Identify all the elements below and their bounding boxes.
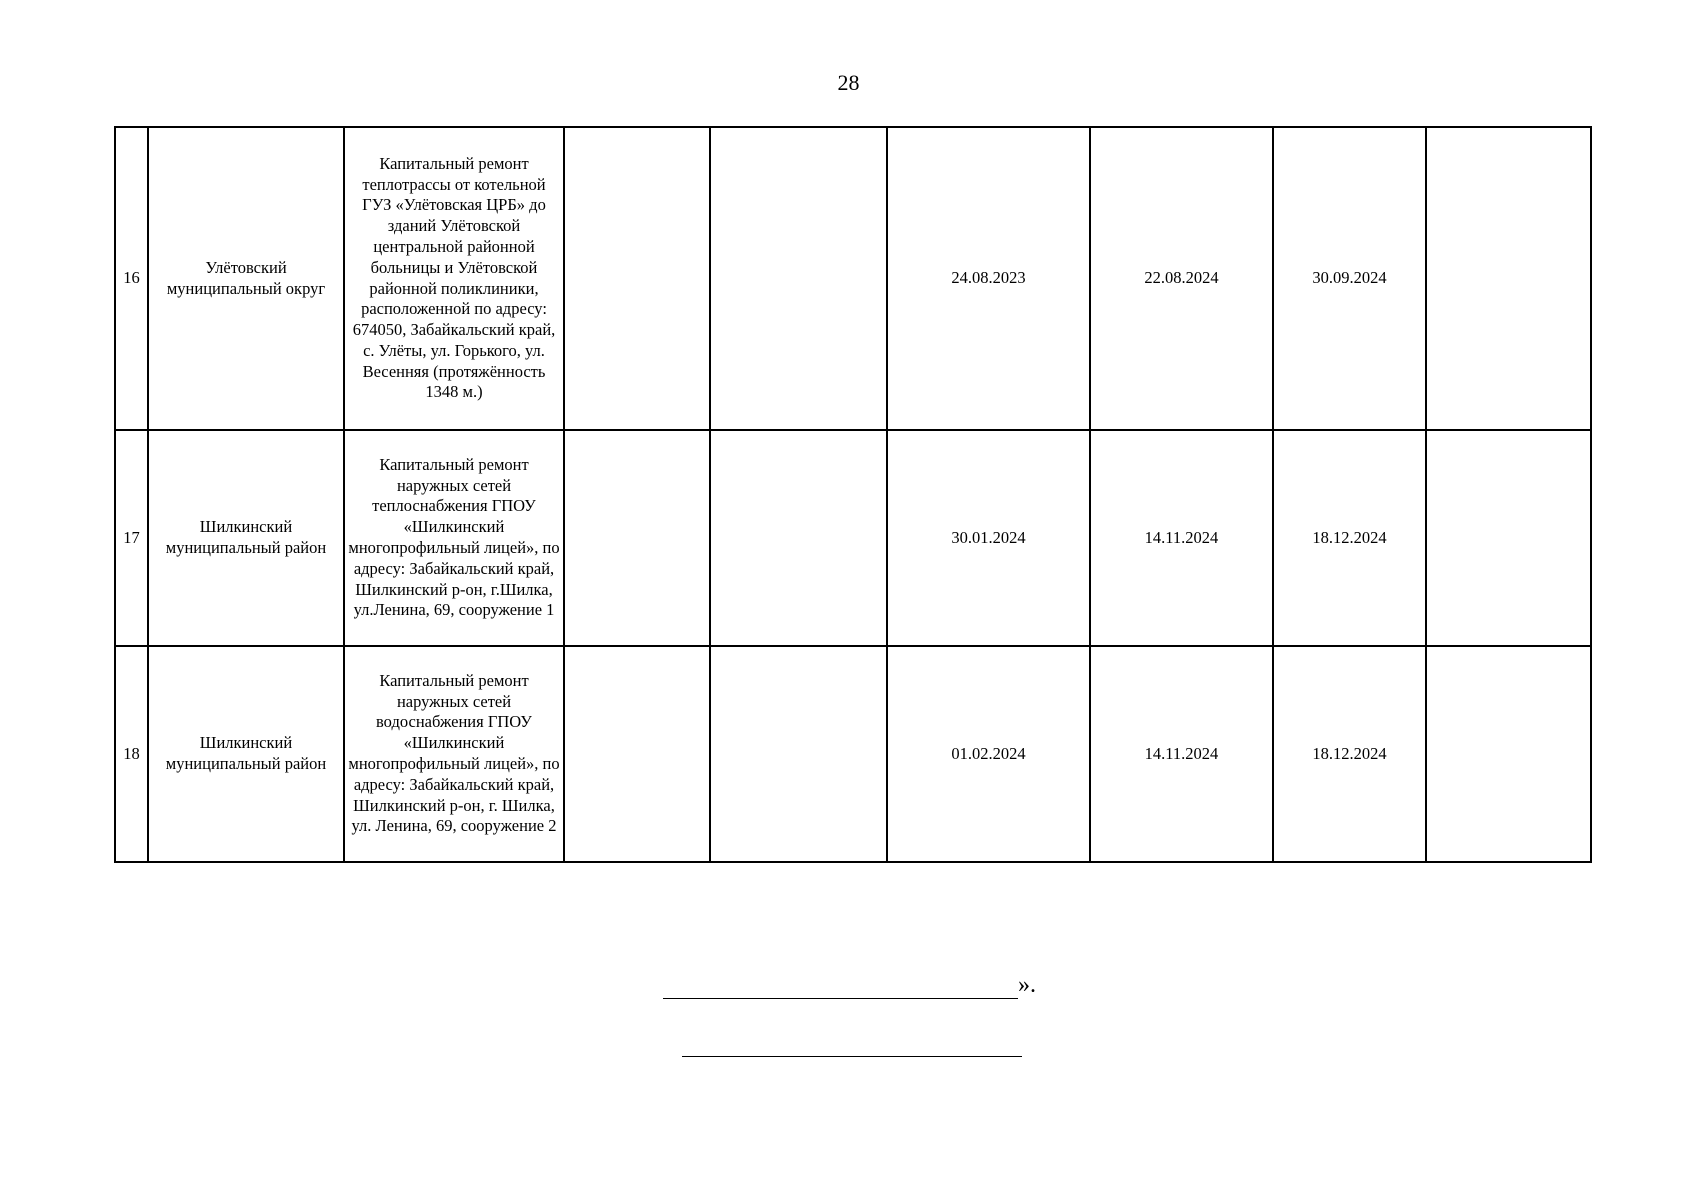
municipality-cell: Шилкинский муниципальный район: [148, 430, 344, 646]
bottom-separator-line: [682, 1056, 1022, 1057]
date-cell: 01.02.2024: [887, 646, 1090, 862]
empty-cell: [564, 646, 710, 862]
objects-table: [114, 126, 1592, 863]
table-row: [115, 127, 1591, 430]
municipality-cell: Улётовский муниципальный округ: [148, 127, 344, 430]
date-cell: 30.01.2024: [887, 430, 1090, 646]
date-cell: 18.12.2024: [1273, 430, 1426, 646]
date-cell: 18.12.2024: [1273, 646, 1426, 862]
table-row: [115, 646, 1591, 862]
date-cell: 14.11.2024: [1090, 430, 1273, 646]
empty-cell: [710, 646, 887, 862]
page-number: 28: [837, 70, 860, 95]
table-row: [115, 430, 1591, 646]
empty-cell: [710, 127, 887, 430]
municipality-cell: Шилкинский муниципальный район: [148, 646, 344, 862]
empty-cell: [710, 430, 887, 646]
closing-mark: [663, 970, 1036, 999]
date-cell: 30.09.2024: [1273, 127, 1426, 430]
empty-cell: [564, 127, 710, 430]
empty-cell: [1426, 127, 1591, 430]
date-cell: 24.08.2023: [887, 127, 1090, 430]
row-number: 18: [115, 646, 148, 862]
closing-underline: [663, 970, 1018, 999]
date-cell: 22.08.2024: [1090, 127, 1273, 430]
closing-quote: ».: [1018, 972, 1036, 998]
row-number: 17: [115, 430, 148, 646]
object-description-cell: Капитальный ремонт наружных сетей теплоснабжения ГПОУ «Шилкинский многопрофильный лицей», по адресу: Забайкальский край, Шилкинский р-он, г.Шилка, ул.Ленина, 69, сооружение 1: [344, 430, 564, 646]
empty-cell: [564, 430, 710, 646]
empty-cell: [1426, 646, 1591, 862]
object-description-cell: Капитальный ремонт наружных сетей водоснабжения ГПОУ «Шилкинский многопрофильный лицей», по адресу: Забайкальский край, Шилкинский р-он, г. Шилка, ул. Ленина, 69, сооружение 2: [344, 646, 564, 862]
row-number: 16: [115, 127, 148, 430]
object-description-cell: Капитальный ремонт теплотрассы от котельной ГУЗ «Улётовская ЦРБ» до зданий Улётовской центральной районной больницы и Улётовской районной поликлиники, расположенной по адресу: 674050, Забайкальский край, с. Улёты, ул. Горького, ул. Весенняя (протяжённость 1348 м.): [344, 127, 564, 430]
date-cell: 14.11.2024: [1090, 646, 1273, 862]
empty-cell: [1426, 430, 1591, 646]
